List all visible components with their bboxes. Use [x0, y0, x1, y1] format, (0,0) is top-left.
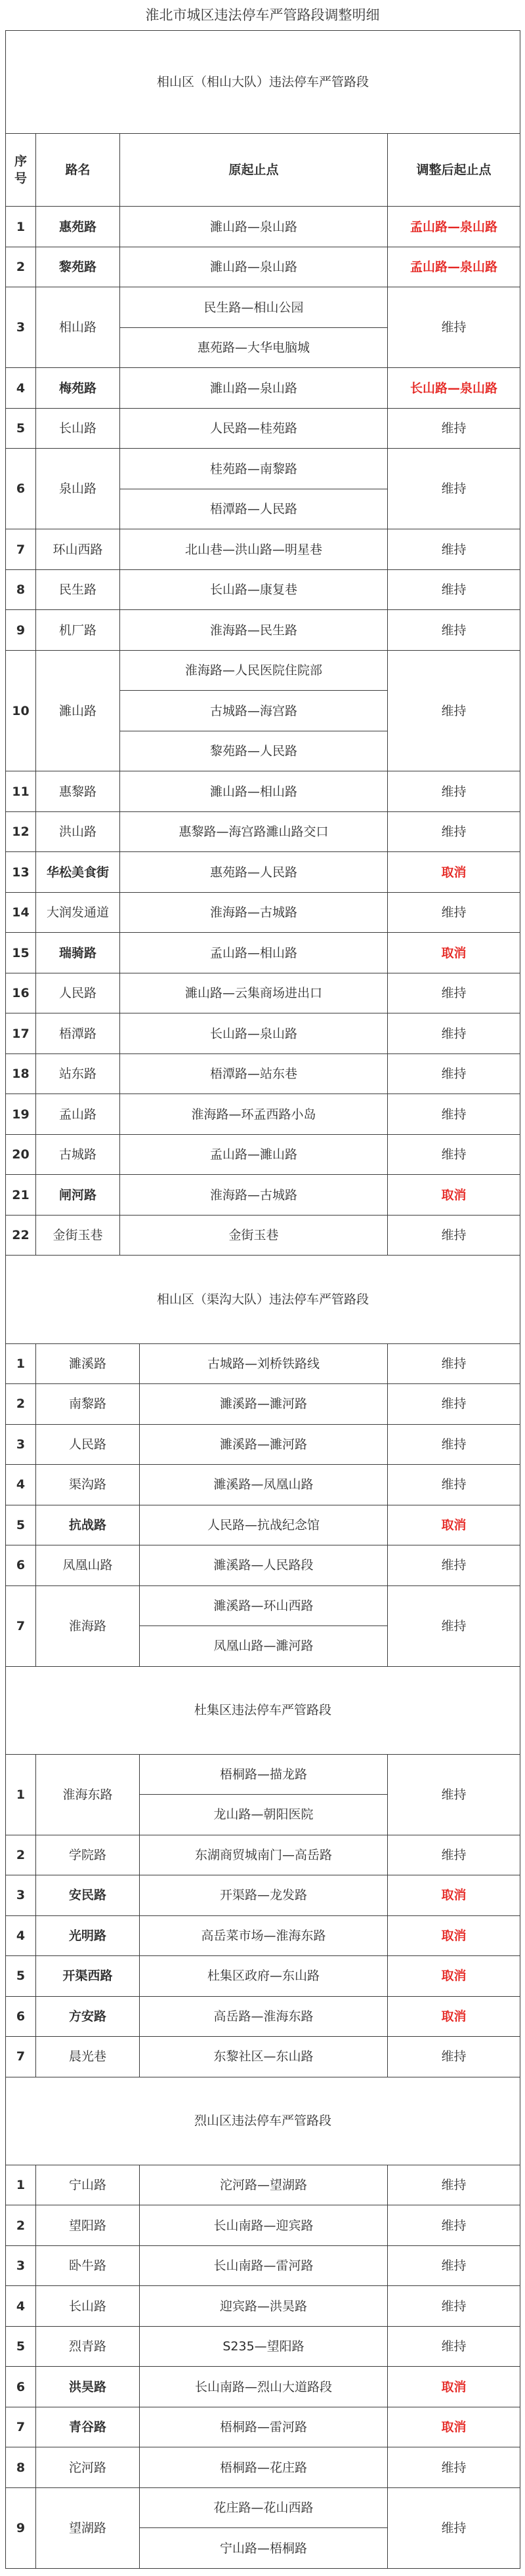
table-row — [6, 449, 520, 489]
road-name: 梅苑路 — [36, 368, 120, 409]
row-number: 20 — [6, 1134, 36, 1175]
adjusted-result: 维持 — [388, 1585, 520, 1666]
road-name: 黎苑路 — [36, 247, 120, 287]
road-name: 安民路 — [36, 1875, 140, 1916]
segment-cell: 古城路—海宫路 — [120, 691, 388, 731]
adjusted-result: 维持 — [388, 811, 520, 852]
adjusted-result: 维持 — [388, 569, 520, 610]
adjusted-result: 维持 — [388, 1215, 520, 1256]
adjusted-result: 取消 — [388, 1996, 520, 2037]
adjusted-result: 维持 — [388, 2205, 520, 2246]
segment-cell: 长山路—康复巷 — [120, 569, 388, 610]
table-row — [6, 2037, 520, 2077]
segment-cell: 杜集区政府—东山路 — [140, 1956, 388, 1997]
table-row — [6, 569, 520, 610]
row-number: 18 — [6, 1053, 36, 1094]
table-row — [6, 2487, 520, 2528]
adjusted-result: 维持 — [388, 610, 520, 651]
table-header-row — [6, 133, 520, 207]
table-row — [6, 1094, 520, 1135]
header-no: 序号 — [6, 133, 36, 207]
table-row — [6, 2407, 520, 2447]
adjusted-result: 维持 — [388, 1013, 520, 1054]
row-number: 13 — [6, 852, 36, 893]
segment-cell: 长山南路—烈山大道路段 — [140, 2367, 388, 2407]
table-row — [6, 1053, 520, 1094]
road-name: 长山路 — [36, 408, 120, 449]
adjusted-result: 维持 — [388, 1053, 520, 1094]
table-row — [6, 892, 520, 933]
road-name: 长山路 — [36, 2286, 140, 2327]
table-row — [6, 811, 520, 852]
road-name: 华松美食街 — [36, 852, 120, 893]
header-segment: 原起止点 — [120, 133, 388, 207]
row-number: 22 — [6, 1215, 36, 1256]
row-number: 3 — [6, 1424, 36, 1465]
table-row — [6, 1545, 520, 1586]
header-adjusted: 调整后起止点 — [388, 133, 520, 207]
row-number: 3 — [6, 287, 36, 368]
adjusted-result: 维持 — [388, 1835, 520, 1875]
row-number: 7 — [6, 529, 36, 570]
adjusted-result: 维持 — [388, 2165, 520, 2205]
segment-cell: 濉山路—泉山路 — [120, 247, 388, 287]
row-number: 16 — [6, 973, 36, 1013]
segment-cell: 濉溪路—凤凰山路 — [140, 1465, 388, 1505]
road-name: 民生路 — [36, 569, 120, 610]
table-body — [6, 31, 520, 2569]
road-name: 金街玉巷 — [36, 1215, 120, 1256]
road-name: 孟山路 — [36, 1094, 120, 1135]
row-number: 5 — [6, 1505, 36, 1545]
road-name: 卧牛路 — [36, 2245, 140, 2286]
road-name: 梧潭路 — [36, 1013, 120, 1054]
table-row — [6, 247, 520, 287]
row-number: 1 — [6, 207, 36, 247]
adjusted-result: 维持 — [388, 449, 520, 529]
road-name: 大润发通道 — [36, 892, 120, 933]
row-number: 7 — [6, 2037, 36, 2077]
segment-cell: 长山路—泉山路 — [120, 1013, 388, 1054]
adjusted-result: 长山路—泉山路 — [388, 368, 520, 409]
adjusted-result: 维持 — [388, 1343, 520, 1384]
adjusted-result: 维持 — [388, 2447, 520, 2488]
segment-cell: 淮海路—古城路 — [120, 1175, 388, 1216]
row-number: 19 — [6, 1094, 36, 1135]
row-number: 5 — [6, 1956, 36, 1997]
table-row — [6, 1343, 520, 1384]
row-number: 4 — [6, 1465, 36, 1505]
road-name: 人民路 — [36, 973, 120, 1013]
segment-cell: 沱河路—望湖路 — [140, 2165, 388, 2205]
row-number: 3 — [6, 2245, 36, 2286]
row-number: 9 — [6, 2487, 36, 2568]
segment-cell: 梧桐路—花庄路 — [140, 2447, 388, 2488]
section-header-row — [6, 1666, 520, 1754]
adjusted-result: 维持 — [388, 2037, 520, 2077]
segment-cell: 惠黎路—海宫路濉山路交口 — [120, 811, 388, 852]
row-number: 2 — [6, 1835, 36, 1875]
road-name: 凤凰山路 — [36, 1545, 140, 1586]
row-number: 6 — [6, 2367, 36, 2407]
table-row — [6, 1754, 520, 1795]
segment-cell: 濉山路—相山路 — [120, 771, 388, 812]
table-row — [6, 2447, 520, 2488]
adjusted-result: 维持 — [388, 1545, 520, 1586]
table-row — [6, 1215, 520, 1256]
segment-cell: 濉溪路—环山西路 — [140, 1585, 388, 1626]
road-name: 濉溪路 — [36, 1343, 140, 1384]
document-title: 淮北市城区违法停车严管路段调整明细 — [145, 7, 380, 23]
table-row — [6, 771, 520, 812]
segment-cell: 梧桐路—描龙路 — [140, 1754, 388, 1795]
segment-cell: 迎宾路—洪昊路 — [140, 2286, 388, 2327]
section-header-row — [6, 1256, 520, 1343]
row-number: 7 — [6, 2407, 36, 2447]
segment-cell: 东湖商贸城南门—高岳路 — [140, 1835, 388, 1875]
segment-cell: 孟山路—濉山路 — [120, 1134, 388, 1175]
road-name: 闸河路 — [36, 1175, 120, 1216]
row-number: 1 — [6, 1754, 36, 1835]
segment-cell: 龙山路—朝阳医院 — [140, 1795, 388, 1835]
segment-cell: 淮海路—人民医院住院部 — [120, 650, 388, 691]
adjusted-result: 维持 — [388, 2326, 520, 2367]
segment-cell: 濉山路—泉山路 — [120, 368, 388, 409]
row-number: 5 — [6, 408, 36, 449]
adjusted-result: 维持 — [388, 892, 520, 933]
adjusted-result: 维持 — [388, 2286, 520, 2327]
table-row — [6, 207, 520, 247]
row-number: 7 — [6, 1585, 36, 1666]
adjusted-result: 取消 — [388, 852, 520, 893]
segment-cell: 濉山路—泉山路 — [120, 207, 388, 247]
segment-cell: 民生路—相山公园 — [120, 287, 388, 328]
row-number: 2 — [6, 2205, 36, 2246]
road-name: 沱河路 — [36, 2447, 140, 2488]
segment-cell: 凤凰山路—濉河路 — [140, 1626, 388, 1667]
road-name: 学院路 — [36, 1835, 140, 1875]
road-name: 淮海路 — [36, 1585, 140, 1666]
road-name: 方安路 — [36, 1996, 140, 2037]
segment-cell: 长山南路—迎宾路 — [140, 2205, 388, 2246]
table-row — [6, 1013, 520, 1054]
segment-cell: 东黎社区—东山路 — [140, 2037, 388, 2077]
segment-cell: 高岳菜市场—淮海东路 — [140, 1915, 388, 1956]
adjusted-result: 维持 — [388, 287, 520, 368]
road-adjustment-table — [5, 30, 520, 2569]
table-row — [6, 2245, 520, 2286]
row-number: 1 — [6, 1343, 36, 1384]
road-name: 光明路 — [36, 1915, 140, 1956]
adjusted-result: 取消 — [388, 2367, 520, 2407]
adjusted-result: 维持 — [388, 1384, 520, 1425]
adjusted-result: 孟山路—泉山路 — [388, 247, 520, 287]
segment-cell: 梧潭路—人民路 — [120, 489, 388, 529]
segment-cell: 孟山路—相山路 — [120, 933, 388, 973]
road-name: 青谷路 — [36, 2407, 140, 2447]
segment-cell: 金街玉巷 — [120, 1215, 388, 1256]
table-row — [6, 2326, 520, 2367]
row-number: 21 — [6, 1175, 36, 1216]
road-name: 晨光巷 — [36, 2037, 140, 2077]
road-name: 站东路 — [36, 1053, 120, 1094]
table-row — [6, 1175, 520, 1216]
road-name: 洪昊路 — [36, 2367, 140, 2407]
table-row — [6, 933, 520, 973]
table-row — [6, 368, 520, 409]
segment-cell: S235—望阳路 — [140, 2326, 388, 2367]
table-row — [6, 1585, 520, 1626]
segment-cell: 人民路—桂苑路 — [120, 408, 388, 449]
segment-cell: 黎苑路—人民路 — [120, 731, 388, 771]
table-row — [6, 1465, 520, 1505]
section-header-row — [6, 31, 520, 134]
adjusted-result: 维持 — [388, 771, 520, 812]
row-number: 8 — [6, 569, 36, 610]
segment-cell: 濉溪路—人民路段 — [140, 1545, 388, 1586]
segment-cell: 淮海路—古城路 — [120, 892, 388, 933]
section-title: 杜集区违法停车严管路段 — [6, 1666, 520, 1754]
adjusted-result: 取消 — [388, 1875, 520, 1916]
table-row — [6, 1134, 520, 1175]
table-row — [6, 1996, 520, 2037]
road-name: 相山路 — [36, 287, 120, 368]
adjusted-result: 维持 — [388, 1134, 520, 1175]
segment-cell: 淮海路—民生路 — [120, 610, 388, 651]
table-row — [6, 1915, 520, 1956]
adjusted-result: 维持 — [388, 650, 520, 771]
adjusted-result: 维持 — [388, 1465, 520, 1505]
adjusted-result: 维持 — [388, 1094, 520, 1135]
table-row — [6, 408, 520, 449]
row-number: 4 — [6, 1915, 36, 1956]
segment-cell: 淮海路—环孟西路小岛 — [120, 1094, 388, 1135]
segment-cell: 古城路—刘桥铁路线 — [140, 1343, 388, 1384]
adjusted-result: 取消 — [388, 1505, 520, 1545]
road-name: 南黎路 — [36, 1384, 140, 1425]
road-name: 惠苑路 — [36, 207, 120, 247]
segment-cell: 开渠路—龙发路 — [140, 1875, 388, 1916]
road-name: 开渠西路 — [36, 1956, 140, 1997]
row-number: 6 — [6, 1545, 36, 1586]
row-number: 11 — [6, 771, 36, 812]
road-name: 宁山路 — [36, 2165, 140, 2205]
road-name: 环山西路 — [36, 529, 120, 570]
row-number: 14 — [6, 892, 36, 933]
table-row — [6, 529, 520, 570]
table-row — [6, 1505, 520, 1545]
adjusted-result: 孟山路—泉山路 — [388, 207, 520, 247]
segment-cell: 高岳路—淮海东路 — [140, 1996, 388, 2037]
row-number: 4 — [6, 368, 36, 409]
table-row — [6, 852, 520, 893]
adjusted-result: 维持 — [388, 408, 520, 449]
segment-cell: 濉溪路—濉河路 — [140, 1424, 388, 1465]
table-row — [6, 610, 520, 651]
header-road: 路名 — [36, 133, 120, 207]
segment-cell: 梧潭路—站东巷 — [120, 1053, 388, 1094]
table-row — [6, 1875, 520, 1916]
section-header-row — [6, 2077, 520, 2165]
row-number: 6 — [6, 449, 36, 529]
segment-cell: 人民路—抗战纪念馆 — [140, 1505, 388, 1545]
road-name: 渠沟路 — [36, 1465, 140, 1505]
segment-cell: 桂苑路—南黎路 — [120, 449, 388, 489]
segment-cell: 梧桐路—雷河路 — [140, 2407, 388, 2447]
segment-cell: 北山巷—洪山路—明星巷 — [120, 529, 388, 570]
adjusted-result: 维持 — [388, 1424, 520, 1465]
row-number: 15 — [6, 933, 36, 973]
table-row — [6, 973, 520, 1013]
adjusted-result: 取消 — [388, 2407, 520, 2447]
table-row — [6, 650, 520, 691]
segment-cell: 惠苑路—人民路 — [120, 852, 388, 893]
table-row — [6, 1956, 520, 1997]
adjusted-result: 维持 — [388, 1754, 520, 1835]
road-name: 泉山路 — [36, 449, 120, 529]
adjusted-result: 取消 — [388, 933, 520, 973]
table-row — [6, 287, 520, 328]
table-row — [6, 1384, 520, 1425]
adjusted-result: 取消 — [388, 1175, 520, 1216]
row-number: 12 — [6, 811, 36, 852]
segment-cell: 长山南路—雷河路 — [140, 2245, 388, 2286]
adjusted-result: 取消 — [388, 1956, 520, 1997]
row-number: 8 — [6, 2447, 36, 2488]
road-name: 洪山路 — [36, 811, 120, 852]
row-number: 5 — [6, 2326, 36, 2367]
road-name: 惠黎路 — [36, 771, 120, 812]
road-name: 古城路 — [36, 1134, 120, 1175]
table-row — [6, 2205, 520, 2246]
adjusted-result: 取消 — [388, 1915, 520, 1956]
adjusted-result: 维持 — [388, 529, 520, 570]
section-title: 烈山区违法停车严管路段 — [6, 2077, 520, 2165]
row-number: 17 — [6, 1013, 36, 1054]
section-title: 相山区（渠沟大队）违法停车严管路段 — [6, 1256, 520, 1343]
row-number: 10 — [6, 650, 36, 771]
road-name: 望阳路 — [36, 2205, 140, 2246]
road-name: 烈青路 — [36, 2326, 140, 2367]
road-name: 抗战路 — [36, 1505, 140, 1545]
table-row — [6, 1424, 520, 1465]
table-row — [6, 1835, 520, 1875]
road-name: 望湖路 — [36, 2487, 140, 2568]
row-number: 1 — [6, 2165, 36, 2205]
table-row — [6, 2165, 520, 2205]
road-name: 淮海东路 — [36, 1754, 140, 1835]
segment-cell: 宁山路—梧桐路 — [140, 2528, 388, 2569]
row-number: 3 — [6, 1875, 36, 1916]
road-name: 濉山路 — [36, 650, 120, 771]
segment-cell: 濉山路—云集商场进出口 — [120, 973, 388, 1013]
road-name: 瑞骑路 — [36, 933, 120, 973]
adjusted-result: 维持 — [388, 2245, 520, 2286]
row-number: 2 — [6, 247, 36, 287]
table-row — [6, 2286, 520, 2327]
row-number: 9 — [6, 610, 36, 651]
segment-cell: 濉溪路—濉河路 — [140, 1384, 388, 1425]
segment-cell: 惠苑路—大华电脑城 — [120, 327, 388, 368]
adjusted-result: 维持 — [388, 2487, 520, 2568]
row-number: 6 — [6, 1996, 36, 2037]
adjusted-result: 维持 — [388, 973, 520, 1013]
segment-cell: 花庄路—花山西路 — [140, 2487, 388, 2528]
road-name: 机厂路 — [36, 610, 120, 651]
row-number: 4 — [6, 2286, 36, 2327]
row-number: 2 — [6, 1384, 36, 1425]
road-name: 人民路 — [36, 1424, 140, 1465]
section-title: 相山区（相山大队）违法停车严管路段 — [6, 31, 520, 134]
table-row — [6, 2367, 520, 2407]
